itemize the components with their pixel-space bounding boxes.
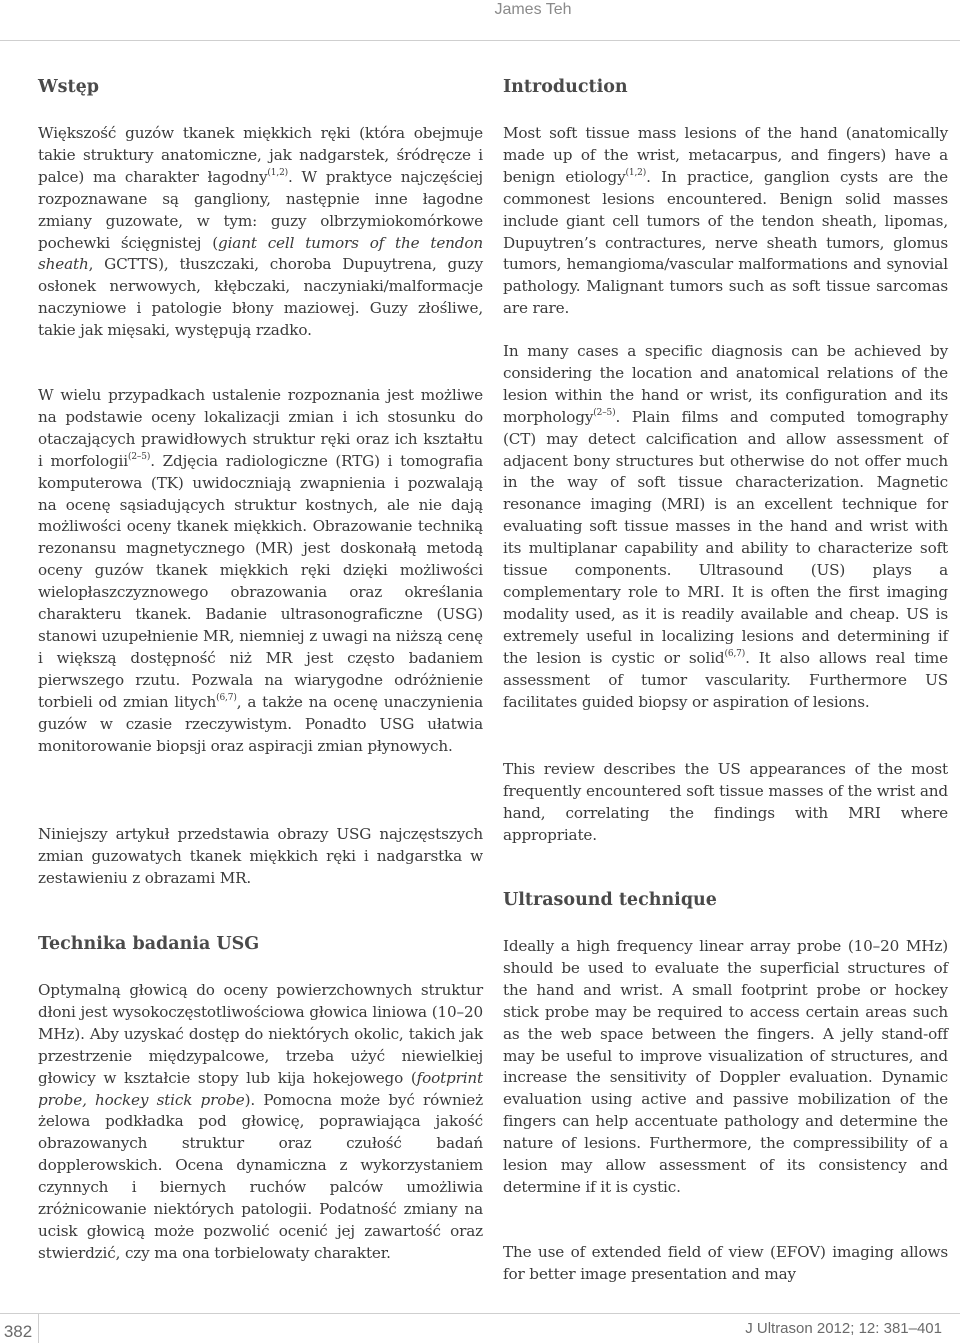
text-run: . In practice, ganglion cysts are the commonest lesions encountered. Benign solid masses include giant cell tumors of the tendon sheath, lipomas, Dupuytren’s contractures, nerve sheath tumors, glomus tumors, hemangioma/vascular malformations and synovial pathology. Malignant tumors such as soft tissue sarcomas are rare.	[503, 167, 948, 318]
text-run: Most soft tissue mass lesions of the hand (anatomically made up of the wrist, metacarpus, and fingers) have a benign etiology	[503, 124, 948, 186]
citation: (2–5)	[127, 451, 151, 462]
citation: (1,2)	[625, 167, 647, 178]
paragraph-pl-2	[38, 385, 483, 757]
section-title-wstep: Wstęp	[38, 77, 99, 97]
journal-citation: J Ultrason 2012; 12: 381–401	[745, 1320, 942, 1337]
text-run: . It also allows real time assessment of tumor vascularity. Furthermore US facilitates guided biopsy or aspiration of lesions.	[503, 648, 948, 711]
text-run: In many cases a specific diagnosis can be achieved by considering the location and anatomical relations of the lesion within the hand or wrist, its configuration and its morphology	[503, 342, 948, 426]
citation: (1,2)	[267, 167, 289, 178]
citation: (6,7)	[724, 648, 746, 659]
italic-term: giant cell tumors of the tendon sheath	[38, 233, 483, 274]
text-run: . Zdjęcia radiologiczne (RTG) i tomografia komputerowa (TK) uwidoczniają zwapnienia i pozwalają na ocenę sąsiadujących struktur kostnych, ale nie dają możliwości oceny tkanek miękkich. Obrazowanie techniką rezonansu magnetycznego (MR) jest doskonałą metodą oceny guzów tkanek miękkich ręki dzięki możliwości wielopłaszczyznowego obrazowania oraz określania charakteru tkanek. Badanie ultrasonograficzne (USG) stanowi uzupełnienie MR, niemniej z uwagi na niższą cenę i większą dostępność niż MR jest często badaniem pierwszego rzutu. Pozwala na wiarygodne odróżnienie torbieli od zmian litych	[38, 451, 483, 711]
text-run: . W praktyce najczęściej rozpoznawane są gangliony, następnie inne łagodne zmiany guzowate, w tym: guzy olbrzymiokomórkowe pochewki ścięgnistej (	[38, 167, 483, 252]
paragraph-en-3: This review describes the US appearances of the most frequently encountered soft tissue masses of the wrist and hand, correlating the findings with MRI where appropriate.	[503, 760, 948, 844]
paragraph-en-4: Ideally a high frequency linear array probe (10–20 MHz) should be used to evaluate the superficial structures of the hand and wrist. A small footprint probe or hockey stick probe may be required to access certain areas such as the web space between the fingers. A jelly stand-off may be useful to improve visualization of structures, and increase the sensitivity of Doppler evaluation. Dynamic evaluation using active and passive mobilization of the fingers can help accentuate pathology and determine the nature of lesions. Furthermore, the compressibility of a lesion may allow assessment of its consistency and determine if it is cystic.	[503, 937, 948, 1196]
paragraph-pl-4	[38, 980, 483, 1265]
section-title-technika: Technika badania USG	[38, 934, 260, 954]
text-run: ). Pomocna może być również żelowa podkładka pod głowicę, poprawiająca jakość obrazowanych struktur oraz czułość badań dopplerowskich. Ocena dynamiczna z wykorzystaniem czynnych i biernych ruchów palców umożliwia zróżnicowanie niektórych patologii. Podatność zmiany na ucisk głowicą może pozwolić ocenić jej zawartość oraz stwierdzić, czy ma ona torbielowaty charakter.	[38, 1090, 483, 1262]
page-number: 382	[3, 1322, 33, 1341]
section-title-introduction: Introduction	[503, 77, 628, 97]
citation: (6,7)	[216, 692, 237, 703]
paragraph-pl-1	[38, 123, 483, 342]
text-run: . Plain films and computed tomography (CT) may detect calcification and allow assessment of adjacent bony structures but otherwise do not offer much in the way of soft tissue characterization. Magnetic resonance imaging (MRI) is an excellent technique for evaluating soft tissue masses in the hand and wrist with its multiplanar capability and ability to characterize soft tissue components. Ultrasound (US) plays a complementary role to MRI. It is often the first imaging modality used, as it is readily available and cheap. US is extremely useful in localizing lesions and determining if the lesion is cystic or solid	[503, 407, 948, 667]
paragraph-pl-3: Niniejszy artykuł przedstawia obrazy USG najczęstszych zmian guzowatych tkanek miękkich ręki i nadgarstka w zestawieniu z obrazami MR.	[38, 825, 483, 887]
italic-term: footprint probe, hockey stick probe	[38, 1068, 483, 1109]
running-head	[0, 0, 960, 41]
citation: (2–5)	[593, 407, 616, 418]
section-title-ultrasound-technique: Ultrasound technique	[503, 890, 717, 910]
text-run: Większość guzów tkanek miękkich ręki (która obejmuje takie struktury anatomiczne, jak nadgarstek, śródręcze i palce) ma charakter łagodny	[38, 124, 483, 186]
paragraph-en-1	[503, 123, 948, 320]
paragraph-en-2	[503, 341, 948, 713]
text-run: , GCTTS), tłuszczaki, choroba Dupuytrena, guzy osłonek nerwowych, kłębczaki, naczyniaki/malformacje naczyniowe i patologie błony maziowej. Guzy złośliwe, takie jak mięsaki, występują rzadko.	[38, 255, 483, 340]
paragraph-en-5: The use of extended field of view (EFOV) imaging allows for better image presentation and may	[503, 1243, 948, 1283]
text-run: Optymalną głowicą do oceny powierzchownych struktur dłoni jest wysokoczęstotliwościowa głowica liniowa (10–20 MHz). Aby uzyskać dostęp do niektórych okolic, takich jak przestrzenie międzypalcowe, trzeba użyć niewielkiej głowicy w kształcie stopy lub kija hokejowego (	[38, 981, 483, 1087]
text-run: , a także na ocenę unaczynienia guzów w czasie rzeczywistym. Ponadto USG ułatwia monitorowanie biopsji oraz aspiracji zmian płynowych.	[38, 692, 483, 755]
running-head-author: James Teh	[494, 1, 572, 18]
footer-rule	[0, 1313, 960, 1314]
text-run: W wielu przypadkach ustalenie rozpoznania jest możliwe na podstawie oceny lokalizacji zmian i ich stosunku do otaczających prawidłowych struktur ręki oraz ich kształtu i morfologii	[38, 386, 483, 470]
